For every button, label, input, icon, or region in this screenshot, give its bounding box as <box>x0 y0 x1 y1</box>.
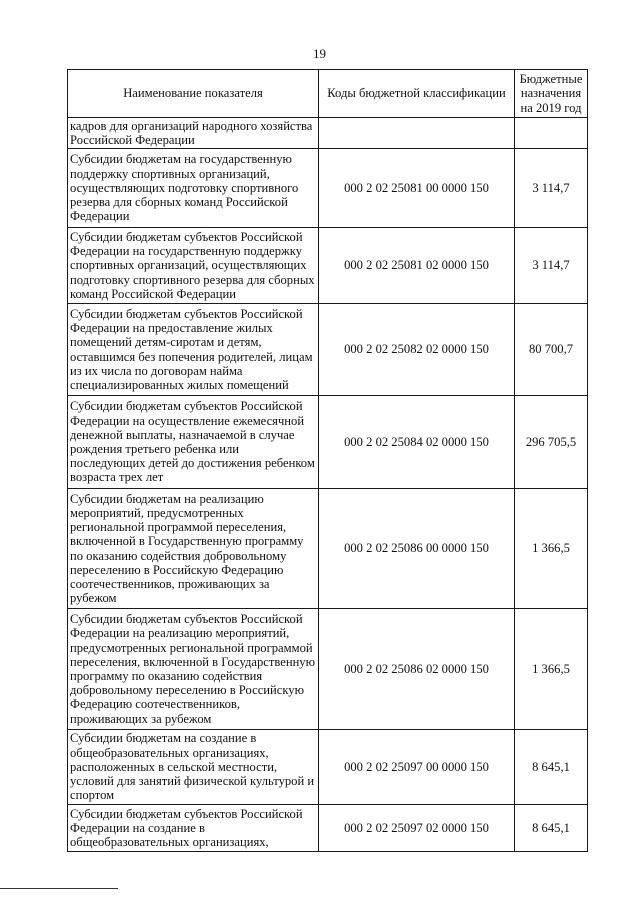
row-name: Субсидии бюджетам на создание в общеобразовательных организациях, расположенных в сельской местности, условий для занятий физической культурой и спортом <box>68 730 319 805</box>
table-row <box>68 609 588 730</box>
table-row <box>68 304 588 396</box>
row-amount: 8 645,1 <box>515 805 588 852</box>
row-name: Субсидии бюджетам субъектов Российской Федерации на реализацию мероприятий, предусмотренных региональной программой переселения, включенной в Государственную программу по оказанию содействия добровольному переселению в Российскую Федерацию соотечественников, проживающих за рубежом <box>68 609 319 730</box>
row-amount <box>515 118 588 149</box>
header-indicator-name: Наименование показателя <box>68 70 319 118</box>
row-amount: 3 114,7 <box>515 149 588 228</box>
row-code: 000 2 02 25082 02 0000 150 <box>319 304 515 396</box>
row-amount: 1 366,5 <box>515 489 588 609</box>
header-classification-codes: Коды бюджетной классификации <box>319 70 515 118</box>
footnote-separator <box>0 888 118 889</box>
row-code: 000 2 02 25084 02 0000 150 <box>319 396 515 489</box>
header-budget-2019: Бюджетные назначения на 2019 год <box>515 70 588 118</box>
table-row <box>68 489 588 609</box>
table-row <box>68 805 588 852</box>
row-amount: 3 114,7 <box>515 228 588 304</box>
row-code: 000 2 02 25081 00 0000 150 <box>319 149 515 228</box>
row-amount: 1 366,5 <box>515 609 588 730</box>
row-amount: 296 705,5 <box>515 396 588 489</box>
budget-table <box>67 69 588 852</box>
row-name: Субсидии бюджетам субъектов Российской Федерации на предоставление жилых помещений детям-сиротам и детям, оставшимся без попечения родителей, лицам из их числа по договорам найма специализированных жилых помещений <box>68 304 319 396</box>
row-name: Субсидии бюджетам субъектов Российской Федерации на государственную поддержку спортивных организаций, осуществляющих подготовку спортивного резерва для сборных команд Российской Федерации <box>68 228 319 304</box>
table-header-row <box>68 70 588 118</box>
row-amount: 80 700,7 <box>515 304 588 396</box>
table-row <box>68 396 588 489</box>
row-code: 000 2 02 25086 00 0000 150 <box>319 489 515 609</box>
row-name: Субсидии бюджетам субъектов Российской Федерации на осуществление ежемесячной денежной выплаты, назначаемой в случае рождения третьего ребенка или последующих детей до достижения ребенком возраста трех лет <box>68 396 319 489</box>
row-name: кадров для организаций народного хозяйства Российской Федерации <box>68 118 319 149</box>
table-row <box>68 730 588 805</box>
table-row <box>68 149 588 228</box>
row-name: Субсидии бюджетам на государственную поддержку спортивных организаций, осуществляющих подготовку спортивного резерва для сборных команд Российской Федерации <box>68 149 319 228</box>
row-code <box>319 118 515 149</box>
row-code: 000 2 02 25081 02 0000 150 <box>319 228 515 304</box>
row-name: Субсидии бюджетам субъектов Российской Федерации на создание в общеобразовательных организациях, <box>68 805 319 852</box>
row-amount: 8 645,1 <box>515 730 588 805</box>
row-code: 000 2 02 25086 02 0000 150 <box>319 609 515 730</box>
row-code: 000 2 02 25097 00 0000 150 <box>319 730 515 805</box>
table-row <box>68 228 588 304</box>
row-code: 000 2 02 25097 02 0000 150 <box>319 805 515 852</box>
row-name: Субсидии бюджетам на реализацию мероприятий, предусмотренных региональной программой переселения, включенной в Государственную программу по оказанию содействия добровольному переселению в Российскую Федерацию соотечественников, проживающих за рубежом <box>68 489 319 609</box>
page-number: 19 <box>313 46 326 61</box>
table-row <box>68 118 588 149</box>
